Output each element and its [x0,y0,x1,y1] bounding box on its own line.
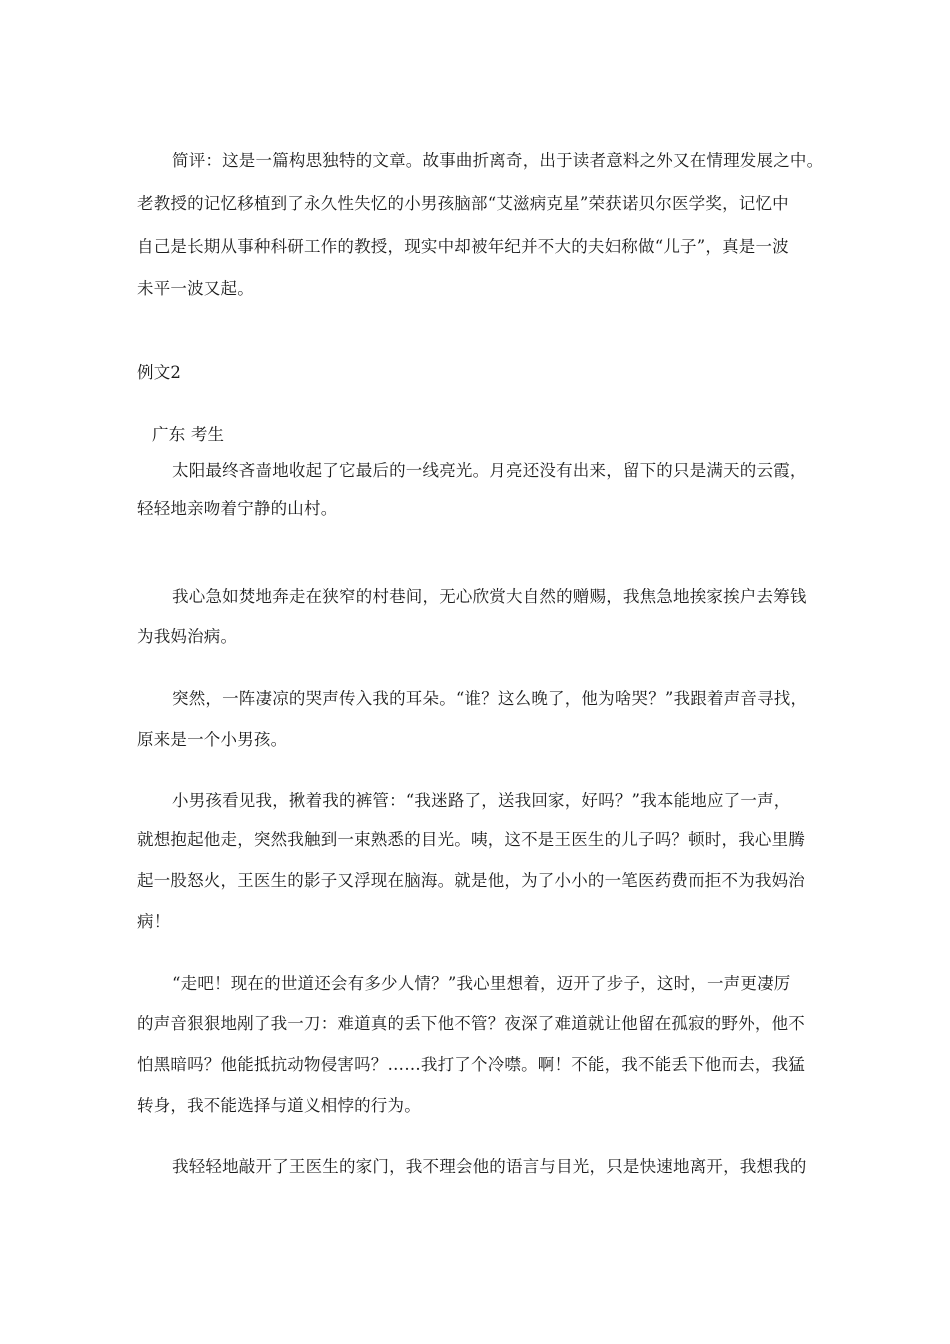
paragraph-line: 太阳最终吝啬地收起了它最后的一线亮光。月亮还没有出来，留下的只是满天的云霞， [172,461,807,480]
paragraph-line: 就想抱起他走，突然我触到一束熟悉的目光。咦，这不是王医生的儿子吗？顿时，我心里腾 [137,830,805,849]
example-heading: 例文2 [137,363,182,382]
review-line: 未平一波又起。 [137,279,254,298]
paragraph-line: “走吧！现在的世道还会有多少人情？”我心里想着，迈开了步子，这时，一声更凄厉 [172,974,791,993]
paragraph-line: 原来是一个小男孩。 [137,730,288,749]
paragraph-line: 起一股怒火，王医生的影子又浮现在脑海。就是他，为了小小的一笔医药费而拒不为我妈治 [137,871,805,890]
paragraph-line: 病！ [137,912,171,931]
paragraph-line: 怕黑暗吗？他能抵抗动物侵害吗？……我打了个冷噤。啊！不能，我不能丢下他而去，我猛 [137,1055,805,1074]
paragraph-line: 突然，一阵凄凉的哭声传入我的耳朵。“谁？这么晚了，他为啥哭？”我跟着声音寻找， [172,689,808,708]
paragraph-line: 为我妈治病。 [137,627,238,646]
paragraph-line: 的声音狠狠地剐了我一刀：难道真的丢下他不管？夜深了难道就让他留在孤寂的野外，他不 [137,1014,805,1033]
paragraph-line: 小男孩看见我，揪着我的裤管：“我迷路了，送我回家，好吗？”我本能地应了一声， [172,791,791,810]
paragraph-line: 我心急如焚地奔走在狭窄的村巷间，无心欣赏大自然的赠赐，我焦急地挨家挨户去筹钱 [172,587,807,606]
paragraph-line: 我轻轻地敲开了王医生的家门，我不理会他的语言与目光，只是快速地离开，我想我的 [172,1157,807,1176]
review-line: 简评：这是一篇构思独特的文章。故事曲折离奇，出于读者意料之外又在情理发展之中。 [172,151,824,170]
paragraph-line: 转身，我不能选择与道义相悖的行为。 [137,1096,421,1115]
review-line: 老教授的记忆移植到了永久性失忆的小男孩脑部“艾滋病克星”荣获诺贝尔医学奖，记忆中 [137,194,789,213]
author-line: 广东 考生 [152,425,225,444]
paragraph-line: 轻轻地亲吻着宁静的山村。 [137,499,338,518]
review-line: 自己是长期从事种科研工作的教授，现实中却被年纪并不大的夫妇称做“儿子”，真是一波 [137,237,789,256]
